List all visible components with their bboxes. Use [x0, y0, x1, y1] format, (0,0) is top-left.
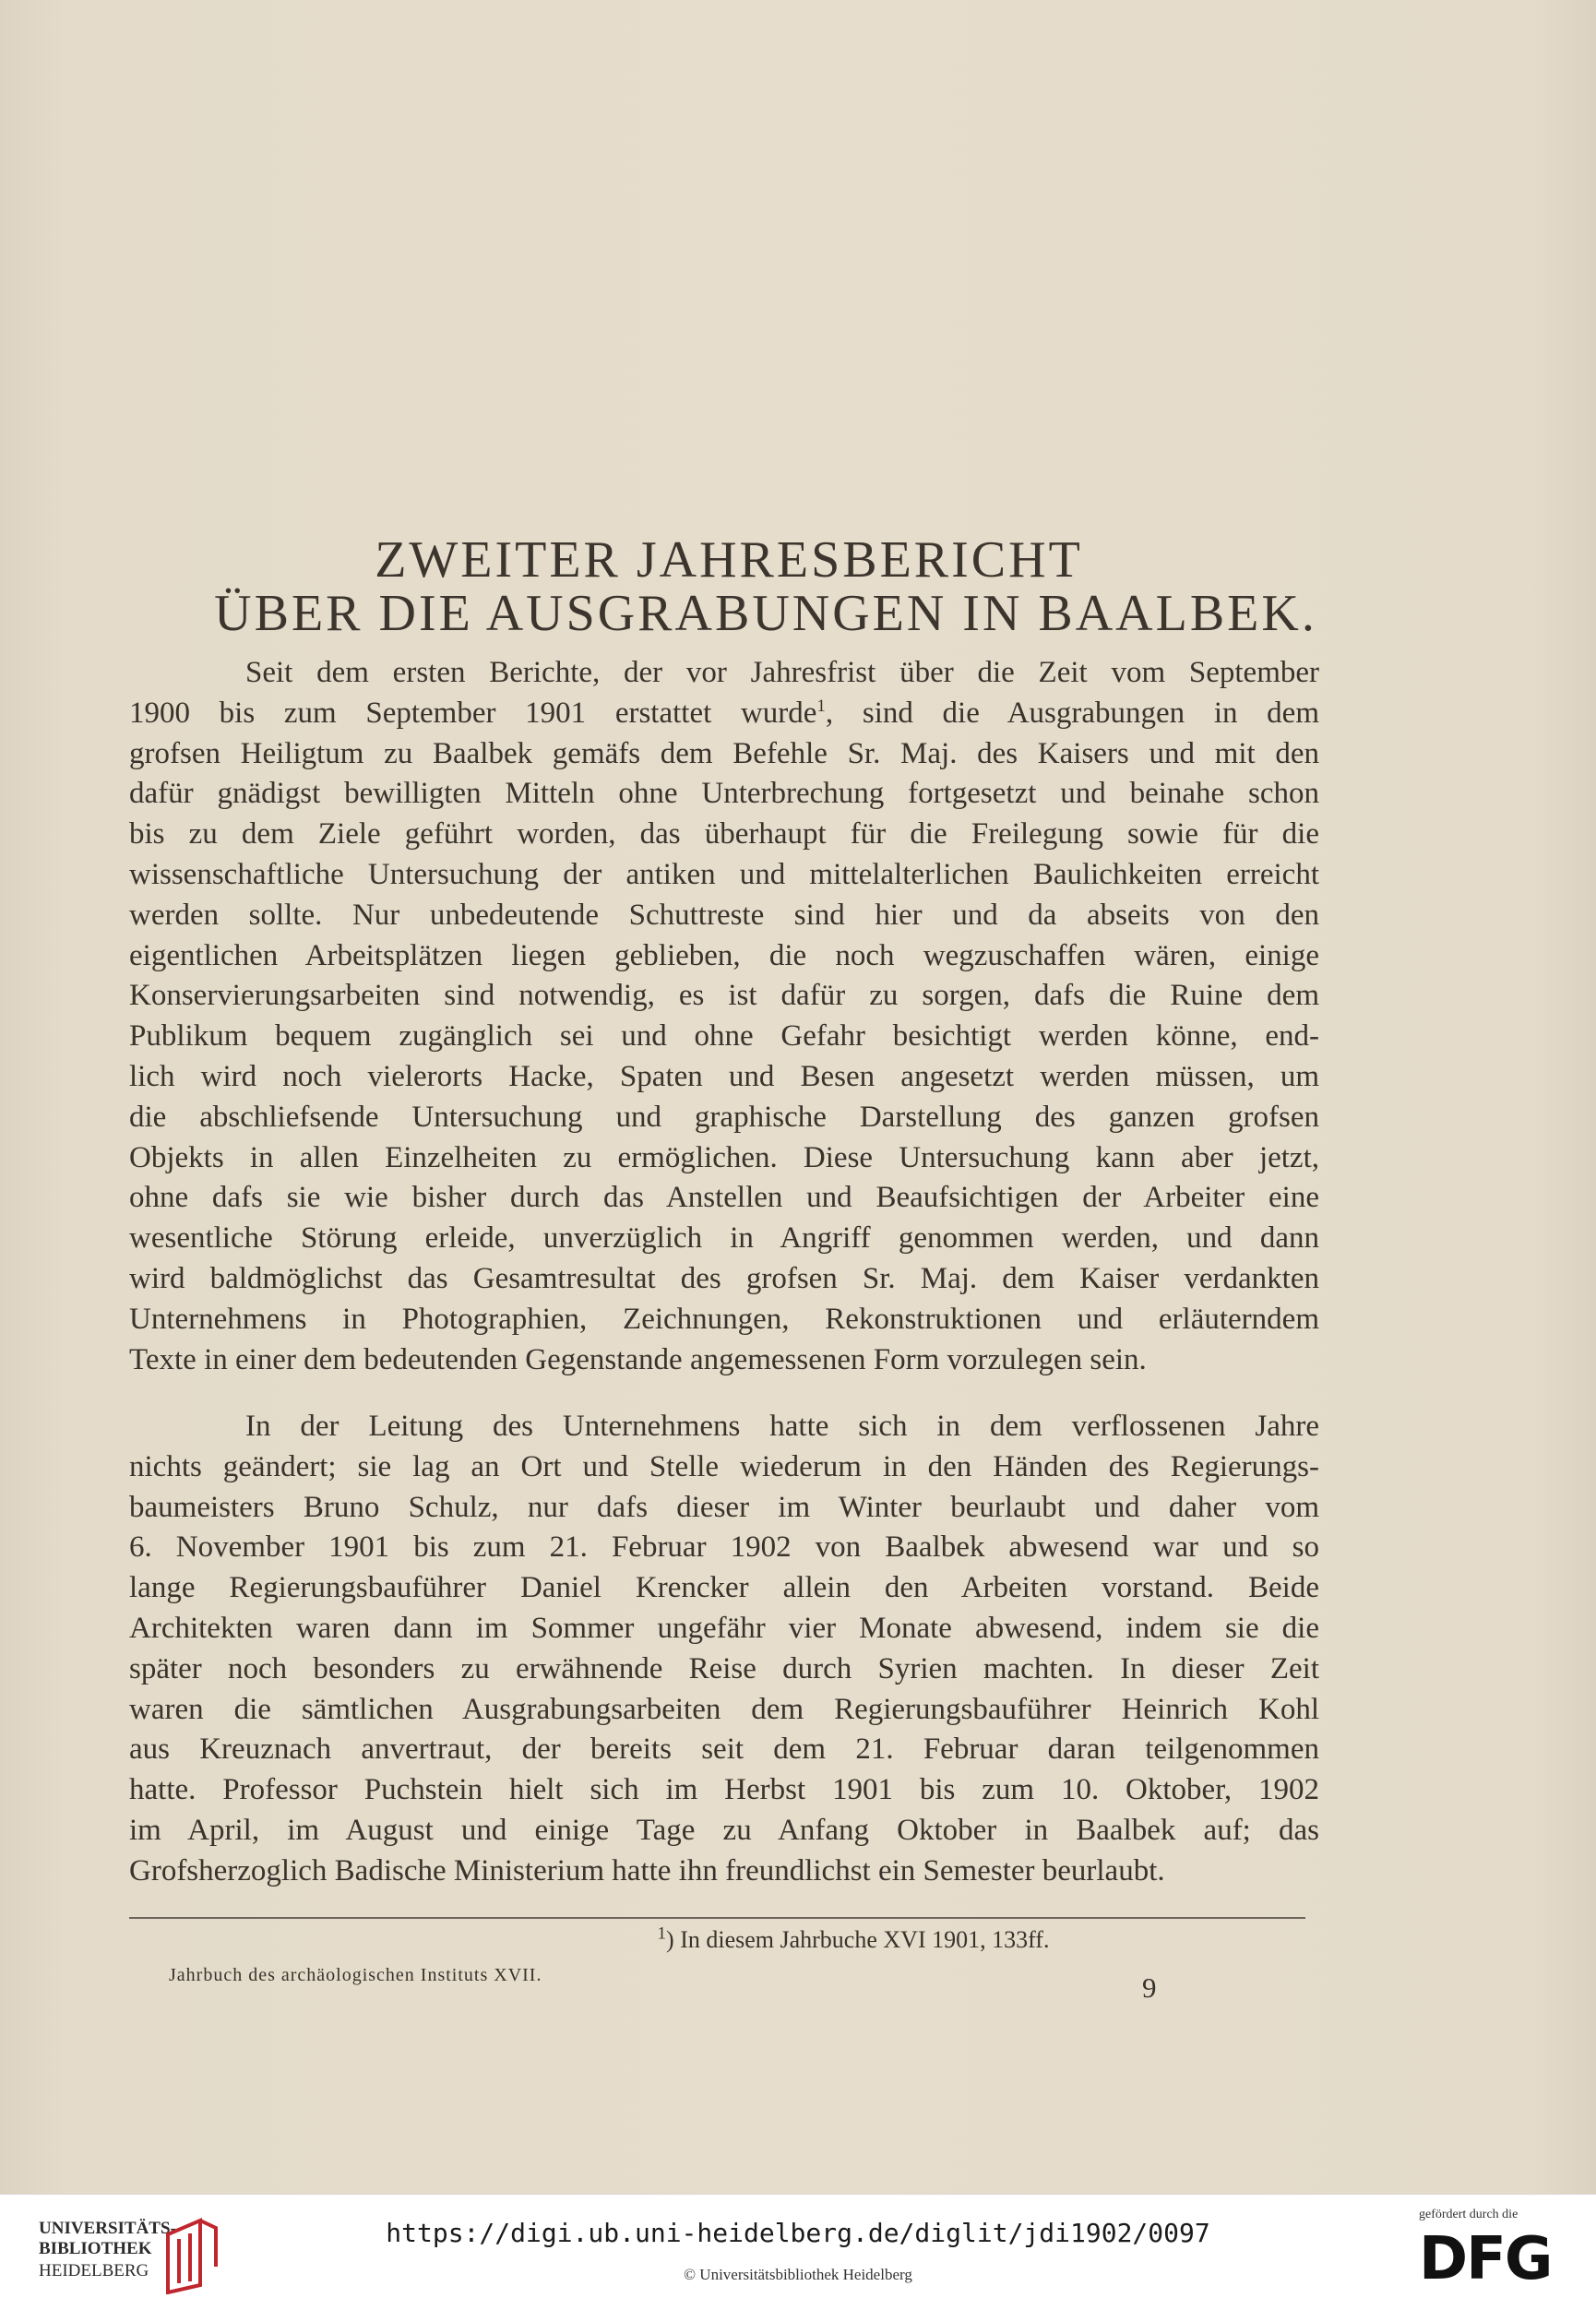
text-line: bis zu dem Ziele geführt worden, das überhaupt für die Freilegung sowie für die — [129, 817, 1319, 851]
text-line: In der Leitung des Unternehmens hatte sich in dem verflossenen Jahre — [245, 1410, 1319, 1443]
text-line: Publikum bequem zugänglich sei und ohne Gefahr besichtigt werden könne, end- — [129, 1019, 1319, 1054]
text-line: dafür gnädigst bewilligten Mitteln ohne Unterbrechung fortgesetzt und beinahe schon — [129, 777, 1319, 811]
logo-text-line-2: BIBLIOTHEK — [39, 2239, 152, 2258]
text-line: 6. November 1901 bis zum 21. Februar 1902 von Baalbek abwesend war und so — [129, 1530, 1319, 1565]
text-line: werden sollte. Nur unbedeutende Schuttreste sind hier und da abseits von den — [129, 898, 1319, 932]
text-line: eigentlichen Arbeitsplätzen liegen geblieben, die noch wegzuschaffen wären, einige — [129, 938, 1319, 972]
text-line: Konservierungsarbeiten sind notwendig, es ist dafür zu sorgen, dafs die Ruine dem — [129, 979, 1319, 1013]
text-line: aus Kreuznach anvertraut, der bereits seit dem 21. Februar daran teilgenommen — [129, 1732, 1319, 1767]
permalink-url[interactable]: https://digi.ub.uni-heidelberg.de/diglit/jdi1902/0097 — [386, 2218, 1210, 2248]
text-line: ohne dafs sie wie bisher durch das Anstellen und Beaufsichtigen der Arbeiter eine — [129, 1181, 1319, 1215]
text-line: wird baldmöglichst das Gesamtresultat des grofsen Sr. Maj. dem Kaiser verdankten — [129, 1261, 1319, 1295]
text-line: Grofsherzoglich Badische Ministerium hatte ihn freundlichst ein Semester beurlaubt. — [129, 1853, 1165, 1887]
text-line: hatte. Professor Puchstein hielt sich im Herbst 1901 bis zum 10. Oktober, 1902 — [129, 1773, 1319, 1807]
text-line: nichts geändert; sie lag an Ort und Stelle wiederum in den Händen des Regierungs- — [129, 1449, 1319, 1483]
article-title-line-2: ÜBER DIE AUSGRABUNGEN IN BAALBEK. — [214, 585, 1317, 642]
text-line: später noch besonders zu erwähnende Reise durch Syrien machten. In dieser Zeit — [129, 1651, 1319, 1685]
footnote-divider — [129, 1917, 1305, 1919]
page-number: 9 — [1142, 1971, 1157, 2004]
text-line: wissenschaftliche Untersuchung der antiken und mittelalterlichen Baulichkeiten erreicht — [129, 857, 1319, 891]
text-line: grofsen Heiligtum zu Baalbek gemäfs dem Befehle Sr. Maj. des Kaisers und mit den — [129, 736, 1319, 770]
text-line: 1900 bis zum September 1901 erstattet wurde$^1$, sind die Ausgrabungen in dem — [129, 696, 1319, 730]
viewer-footer — [0, 2194, 1596, 2310]
footnote — [0, 1923, 1596, 1954]
running-footer: Jahrbuch des archäologischen Instituts XVII. — [169, 1965, 542, 1985]
text-line: Architekten waren dann im Sommer ungefähr vier Monate abwesend, indem sie die — [129, 1611, 1319, 1645]
logo-text-line-1: UNIVERSITÄTS- — [39, 2219, 176, 2238]
funding-note: gefördert durch die — [1419, 2208, 1519, 2221]
footnote-ref: 1 — [816, 696, 826, 716]
text-line: lange Regierungsbauführer Daniel Krencker allein den Arbeiten vorstand. Beide — [129, 1571, 1319, 1605]
text-line: Texte in einer dem bedeutenden Gegenstande angemessenen Form vorzulegen sein. — [129, 1342, 1147, 1376]
dfg-logo[interactable]: DFG — [1419, 2225, 1552, 2293]
text-line: baumeisters Bruno Schulz, nur dafs dieser im Winter beurlaubt und daher vom — [129, 1490, 1319, 1524]
text-line: Seit dem ersten Berichte, der vor Jahresfrist über die Zeit vom September — [245, 656, 1319, 689]
article-title-line-1: ZWEITER JAHRESBERICHT — [375, 531, 1083, 589]
text-line: die abschliefsende Untersuchung und graphische Darstellung des ganzen grofsen — [129, 1100, 1319, 1134]
text-line: Objekts in allen Einzelheiten zu ermöglichen. Diese Untersuchung kann aber jetzt, — [129, 1140, 1319, 1174]
text-line: im April, im August und einige Tage zu Anfang Oktober in Baalbek auf; das — [129, 1813, 1319, 1847]
footnote-marker: 1 — [657, 1923, 667, 1944]
paragraph-2 — [129, 1407, 1319, 1892]
text-line: waren die sämtlichen Ausgrabungsarbeiten dem Regierungsbauführer Heinrich Kohl — [129, 1692, 1319, 1726]
text-line: lich wird noch vielerorts Hacke, Spaten und Besen angesetzt werden müssen, um — [129, 1059, 1319, 1093]
copyright-notice: © Universitätsbibliothek Heidelberg — [684, 2266, 912, 2283]
logo-text-line-3: HEIDELBERG — [39, 2261, 149, 2280]
paragraph-1 — [129, 653, 1319, 1380]
text-line: Unternehmens in Photographien, Zeichnungen, Rekonstruktionen und erläuterndem — [129, 1302, 1319, 1336]
footnote-text: ) In diesem Jahrbuche XVI 1901, 133ff. — [666, 1926, 1050, 1953]
text-line: wesentliche Störung erleide, unverzüglich in Angriff genommen werden, und dann — [129, 1221, 1319, 1256]
